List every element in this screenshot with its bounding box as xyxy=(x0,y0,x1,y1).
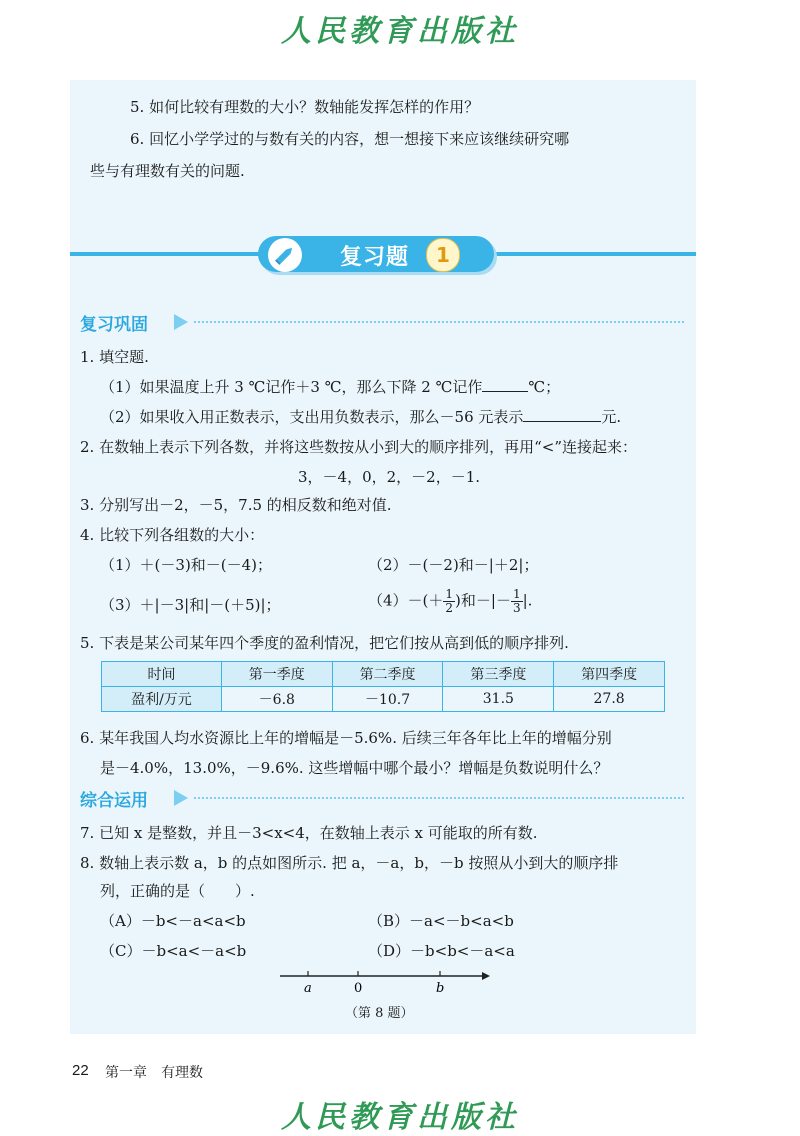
page-number: 22 xyxy=(72,1062,89,1079)
fraction-numerator: 1 xyxy=(445,587,454,601)
problem-7-stem: 7. 已知 x 是整数，并且－3<x<4，在数轴上表示 x 可能取的所有数. xyxy=(80,824,538,842)
label-b: b xyxy=(436,981,445,996)
table-header-cell: 第一季度 xyxy=(221,662,332,687)
profit-table xyxy=(101,661,665,712)
figure-caption: （第 8 题） xyxy=(345,1006,414,1021)
table-row xyxy=(102,687,665,712)
problem-4-sub4 xyxy=(368,588,532,615)
label-zero: 0 xyxy=(354,981,363,996)
question-6-line2: 些与有理数有关的问题. xyxy=(90,162,245,180)
table-header-cell: 时间 xyxy=(102,662,222,687)
problem-4-sub1: （1）＋(－3)和－(－4)； xyxy=(100,556,273,574)
section-consolidate-title: 复习巩固 xyxy=(80,315,148,335)
number-line-figure xyxy=(270,960,500,1000)
problem-1-sub2 xyxy=(100,406,621,427)
fraction-denominator: 2 xyxy=(445,601,454,615)
problem-1-sub2-unit: 元. xyxy=(601,408,622,426)
answer-blank xyxy=(482,377,528,392)
problem-4-sub4-post: |. xyxy=(522,591,533,610)
section-arrow-icon xyxy=(174,314,188,330)
fraction-one-half xyxy=(443,588,455,615)
problem-4-stem: 4. 比较下列各组数的大小： xyxy=(80,526,265,544)
label-a: a xyxy=(304,981,312,996)
problem-6-line2: 是－4.0%，13.0%，－9.6%. 这些增幅中哪个最小？增幅是负数说明什么？ xyxy=(100,759,609,777)
section-apply-header xyxy=(80,786,690,810)
number-line-arrow xyxy=(482,972,490,980)
section-apply-title: 综合运用 xyxy=(80,791,148,811)
problem-1-sub1 xyxy=(100,376,560,397)
problem-8-line1: 8. 数轴上表示数 a，b 的点如图所示. 把 a，－a，b，－b 按照从小到大的顺序排 xyxy=(80,854,619,872)
publisher-watermark-bottom: 人民教育出版社 xyxy=(281,1100,519,1135)
problem-6-line1: 6. 某年我国人均水资源比上年的增幅是－5.6%. 后续三年各年比上年的增幅分别 xyxy=(80,729,612,747)
answer-blank xyxy=(523,407,601,422)
section-divider xyxy=(194,321,684,323)
fraction-numerator: 1 xyxy=(512,587,521,601)
problem-1-sub1-unit: ℃； xyxy=(528,378,561,396)
question-6-line1: 6. 回忆小学学过的与数有关的内容，想一想接下来应该继续研究哪 xyxy=(130,130,570,148)
fraction-denominator: 3 xyxy=(512,601,521,615)
table-cell: 27.8 xyxy=(554,687,665,712)
table-header-cell: 第三季度 xyxy=(443,662,554,687)
problem-8-line2: 列，正确的是（ ）. xyxy=(100,882,255,900)
table-cell: －10.7 xyxy=(332,687,443,712)
section-arrow-icon xyxy=(174,790,188,806)
problem-4-sub2: （2）－(－2)和－|＋2|； xyxy=(368,556,539,574)
fraction-one-third xyxy=(511,588,523,615)
option-b: （B）－a<－b<a<b xyxy=(368,912,514,930)
problem-4-sub3: （3）＋|－3|和|－(＋5)|； xyxy=(100,596,281,614)
table-row-label: 盈利/万元 xyxy=(102,687,222,712)
table-header-cell: 第二季度 xyxy=(332,662,443,687)
question-5: 5. 如何比较有理数的大小？数轴能发挥怎样的作用？ xyxy=(130,98,480,116)
problem-5-stem: 5. 下表是某公司某年四个季度的盈利情况，把它们按从高到低的顺序排列. xyxy=(80,634,569,652)
table-header-cell: 第四季度 xyxy=(554,662,665,687)
review-banner-title: 复习题 xyxy=(340,245,410,270)
chapter-title: 第一章 有理数 xyxy=(105,1065,203,1081)
table-header-row xyxy=(102,662,665,687)
publisher-watermark-top: 人民教育出版社 xyxy=(281,14,519,49)
problem-4-sub4-mid: )和－|－ xyxy=(455,591,511,610)
option-c: （C）－b<a<－a<b xyxy=(100,942,247,960)
section-divider xyxy=(194,797,684,799)
problem-2-stem: 2. 在数轴上表示下列各数，并将这些数按从小到大的顺序排列，再用“<”连接起来： xyxy=(80,438,637,456)
problem-1-stem: 1. 填空题. xyxy=(80,348,149,366)
table-cell: －6.8 xyxy=(221,687,332,712)
table-cell: 31.5 xyxy=(443,687,554,712)
problem-3-stem: 3. 分别写出－2，－5，7.5 的相反数和绝对值. xyxy=(80,496,392,514)
problem-4-sub4-pre: （4）－(＋ xyxy=(368,591,444,610)
option-d: （D）－b<b<－a<a xyxy=(368,942,515,960)
problem-2-numbers: 3，－4，0，2，－2，－1. xyxy=(298,468,481,486)
problem-1-sub1-text: （1）如果温度上升 3 ℃记作＋3 ℃，那么下降 2 ℃记作 xyxy=(100,378,483,396)
problem-1-sub2-text: （2）如果收入用正数表示，支出用负数表示，那么－56 元表示 xyxy=(100,408,524,426)
review-banner-number: 1 xyxy=(426,238,460,272)
pencil-icon xyxy=(268,238,302,272)
section-consolidate-header xyxy=(80,310,690,334)
option-a: （A）－b<－a<a<b xyxy=(100,912,246,930)
